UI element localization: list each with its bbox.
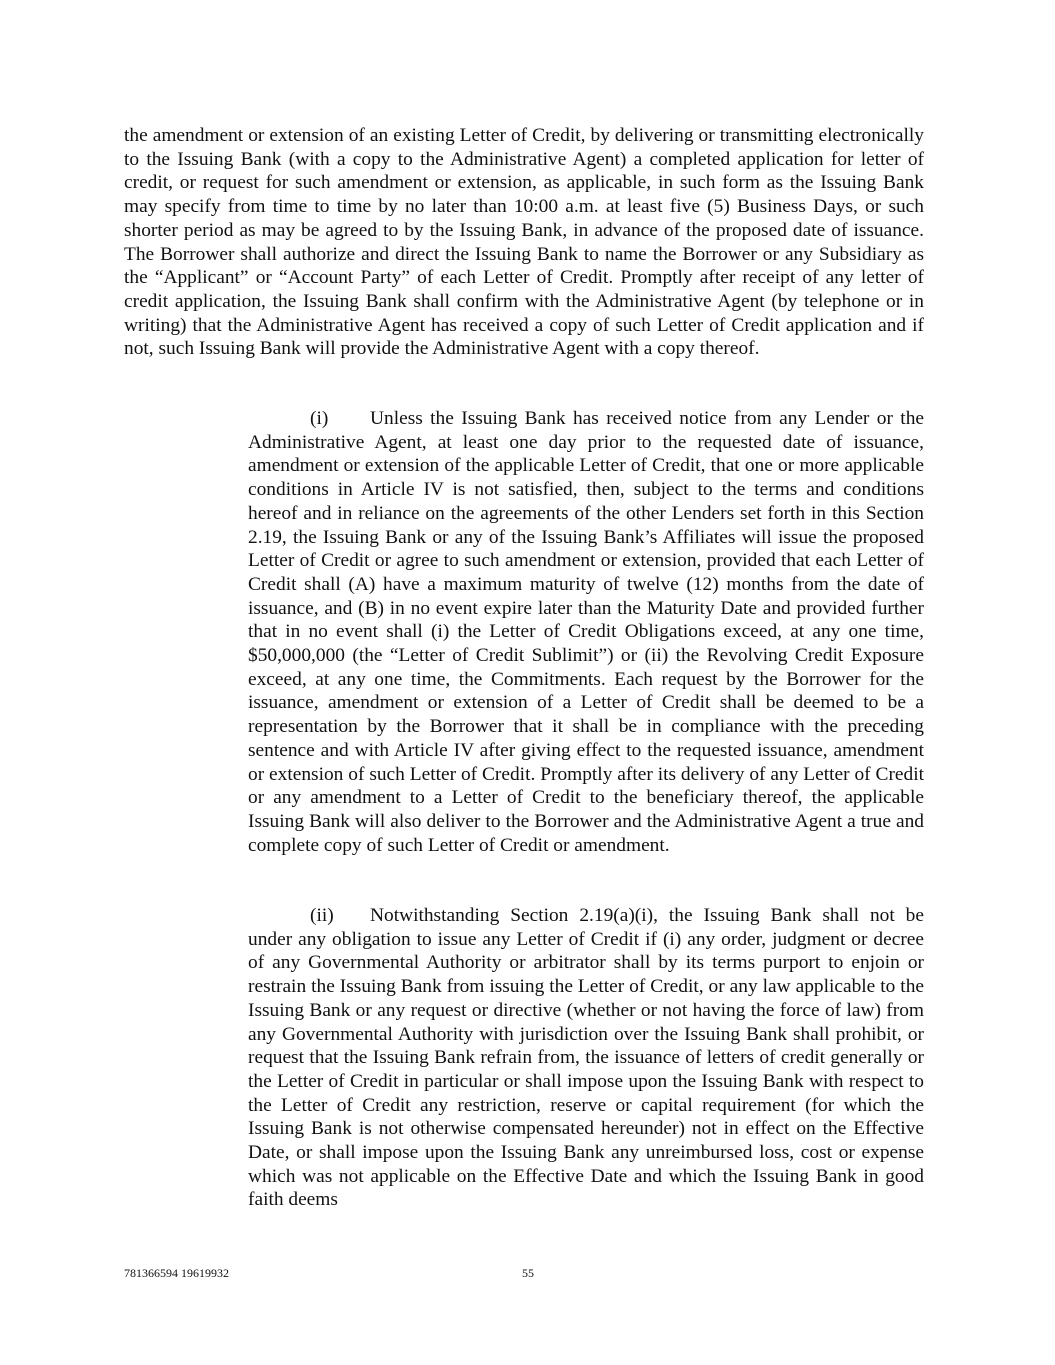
paragraph-ii: [248, 904, 924, 1212]
paragraph-ii-text: Notwithstanding Section 2.19(a)(i), the Issuing Bank shall not be under any obligation to issue any Letter of Credit if (i) any order, judgment or decree of any Governmental Authority or arbitrator shall by its terms purport to enjoin or restrain the Issuing Bank from issuing the Letter of Credit, or any law applicable to the Issuing Bank or any request or directive (whether or not having the force of law) from any Governmental Authority with jurisdiction over the Issuing Bank shall prohibit, or request that the Issuing Bank refrain from, the issuance of letters of credit generally or the Letter of Credit in particular or shall impose upon the Issuing Bank with respect to the Letter of Credit any restriction, reserve or capital requirement (for which the Issuing Bank is not otherwise compensated hereunder) not in effect on the Effective Date, or shall impose upon the Issuing Bank any unreimbursed loss, cost or expense which was not applicable on the Effective Date and which the Issuing Bank in good faith deems: [248, 905, 924, 1211]
paragraph-ii-label: (ii): [310, 905, 334, 926]
footer-page-number: 55: [522, 1266, 534, 1280]
paragraph-i: [248, 407, 924, 857]
paragraph-intro: the amendment or extension of an existing Letter of Credit, by delivering or transmitting electronically to the Issuing Bank (with a copy to the Administrative Agent) a completed application for letter of credit, or request for such amendment or extension, as applicable, in such form as the Issuing Bank may specify from time to time by no later than 10:00 a.m. at least five (5) Business Days, or such shorter period as may be agreed to by the Issuing Bank, in advance of the proposed date of issuance. The Borrower shall authorize and direct the Issuing Bank to name the Borrower or any Subsidiary as the “Applicant” or “Account Party” of each Letter of Credit. Promptly after receipt of any letter of credit application, the Issuing Bank shall confirm with the Administrative Agent (by telephone or in writing) that the Administrative Agent has received a copy of such Letter of Credit application and if not, such Issuing Bank will provide the Administrative Agent with a copy thereof.: [124, 125, 924, 360]
paragraph-i-label: (i): [310, 408, 329, 429]
footer-document-id: 781366594 19619932: [124, 1266, 229, 1280]
paragraph-i-text: Unless the Issuing Bank has received notice from any Lender or the Administrative Agent, at least one day prior to the requested date of issuance, amendment or extension of the applicable Letter of Credit, that one or more applicable conditions in Article IV is not satisfied, then, subject to the terms and conditions hereof and in reliance on the agreements of the other Lenders set forth in this Section 2.19, the Issuing Bank or any of the Issuing Bank’s Affiliates will issue the proposed Letter of Credit or agree to such amendment or extension, provided that each Letter of Credit shall (A) have a maximum maturity of twelve (12) months from the date of issuance, and (B) in no event expire later than the Maturity Date and provided further that in no event shall (i) the Letter of Credit Obligations exceed, at any one time, $50,000,000 (the “Letter of Credit Sublimit”) or (ii) the Revolving Credit Exposure exceed, at any one time, the Commitments. Each request by the Borrower for the issuance, amendment or extension of a Letter of Credit shall be deemed to be a representation by the Borrower that it shall be in compliance with the preceding sentence and with Article IV after giving effect to the requested issuance, amendment or extension of such Letter of Credit. Promptly after its delivery of any Letter of Credit or any amendment to a Letter of Credit to the beneficiary thereof, the applicable Issuing Bank will also deliver to the Borrower and the Administrative Agent a true and complete copy of such Letter of Credit or amendment.: [248, 408, 924, 856]
